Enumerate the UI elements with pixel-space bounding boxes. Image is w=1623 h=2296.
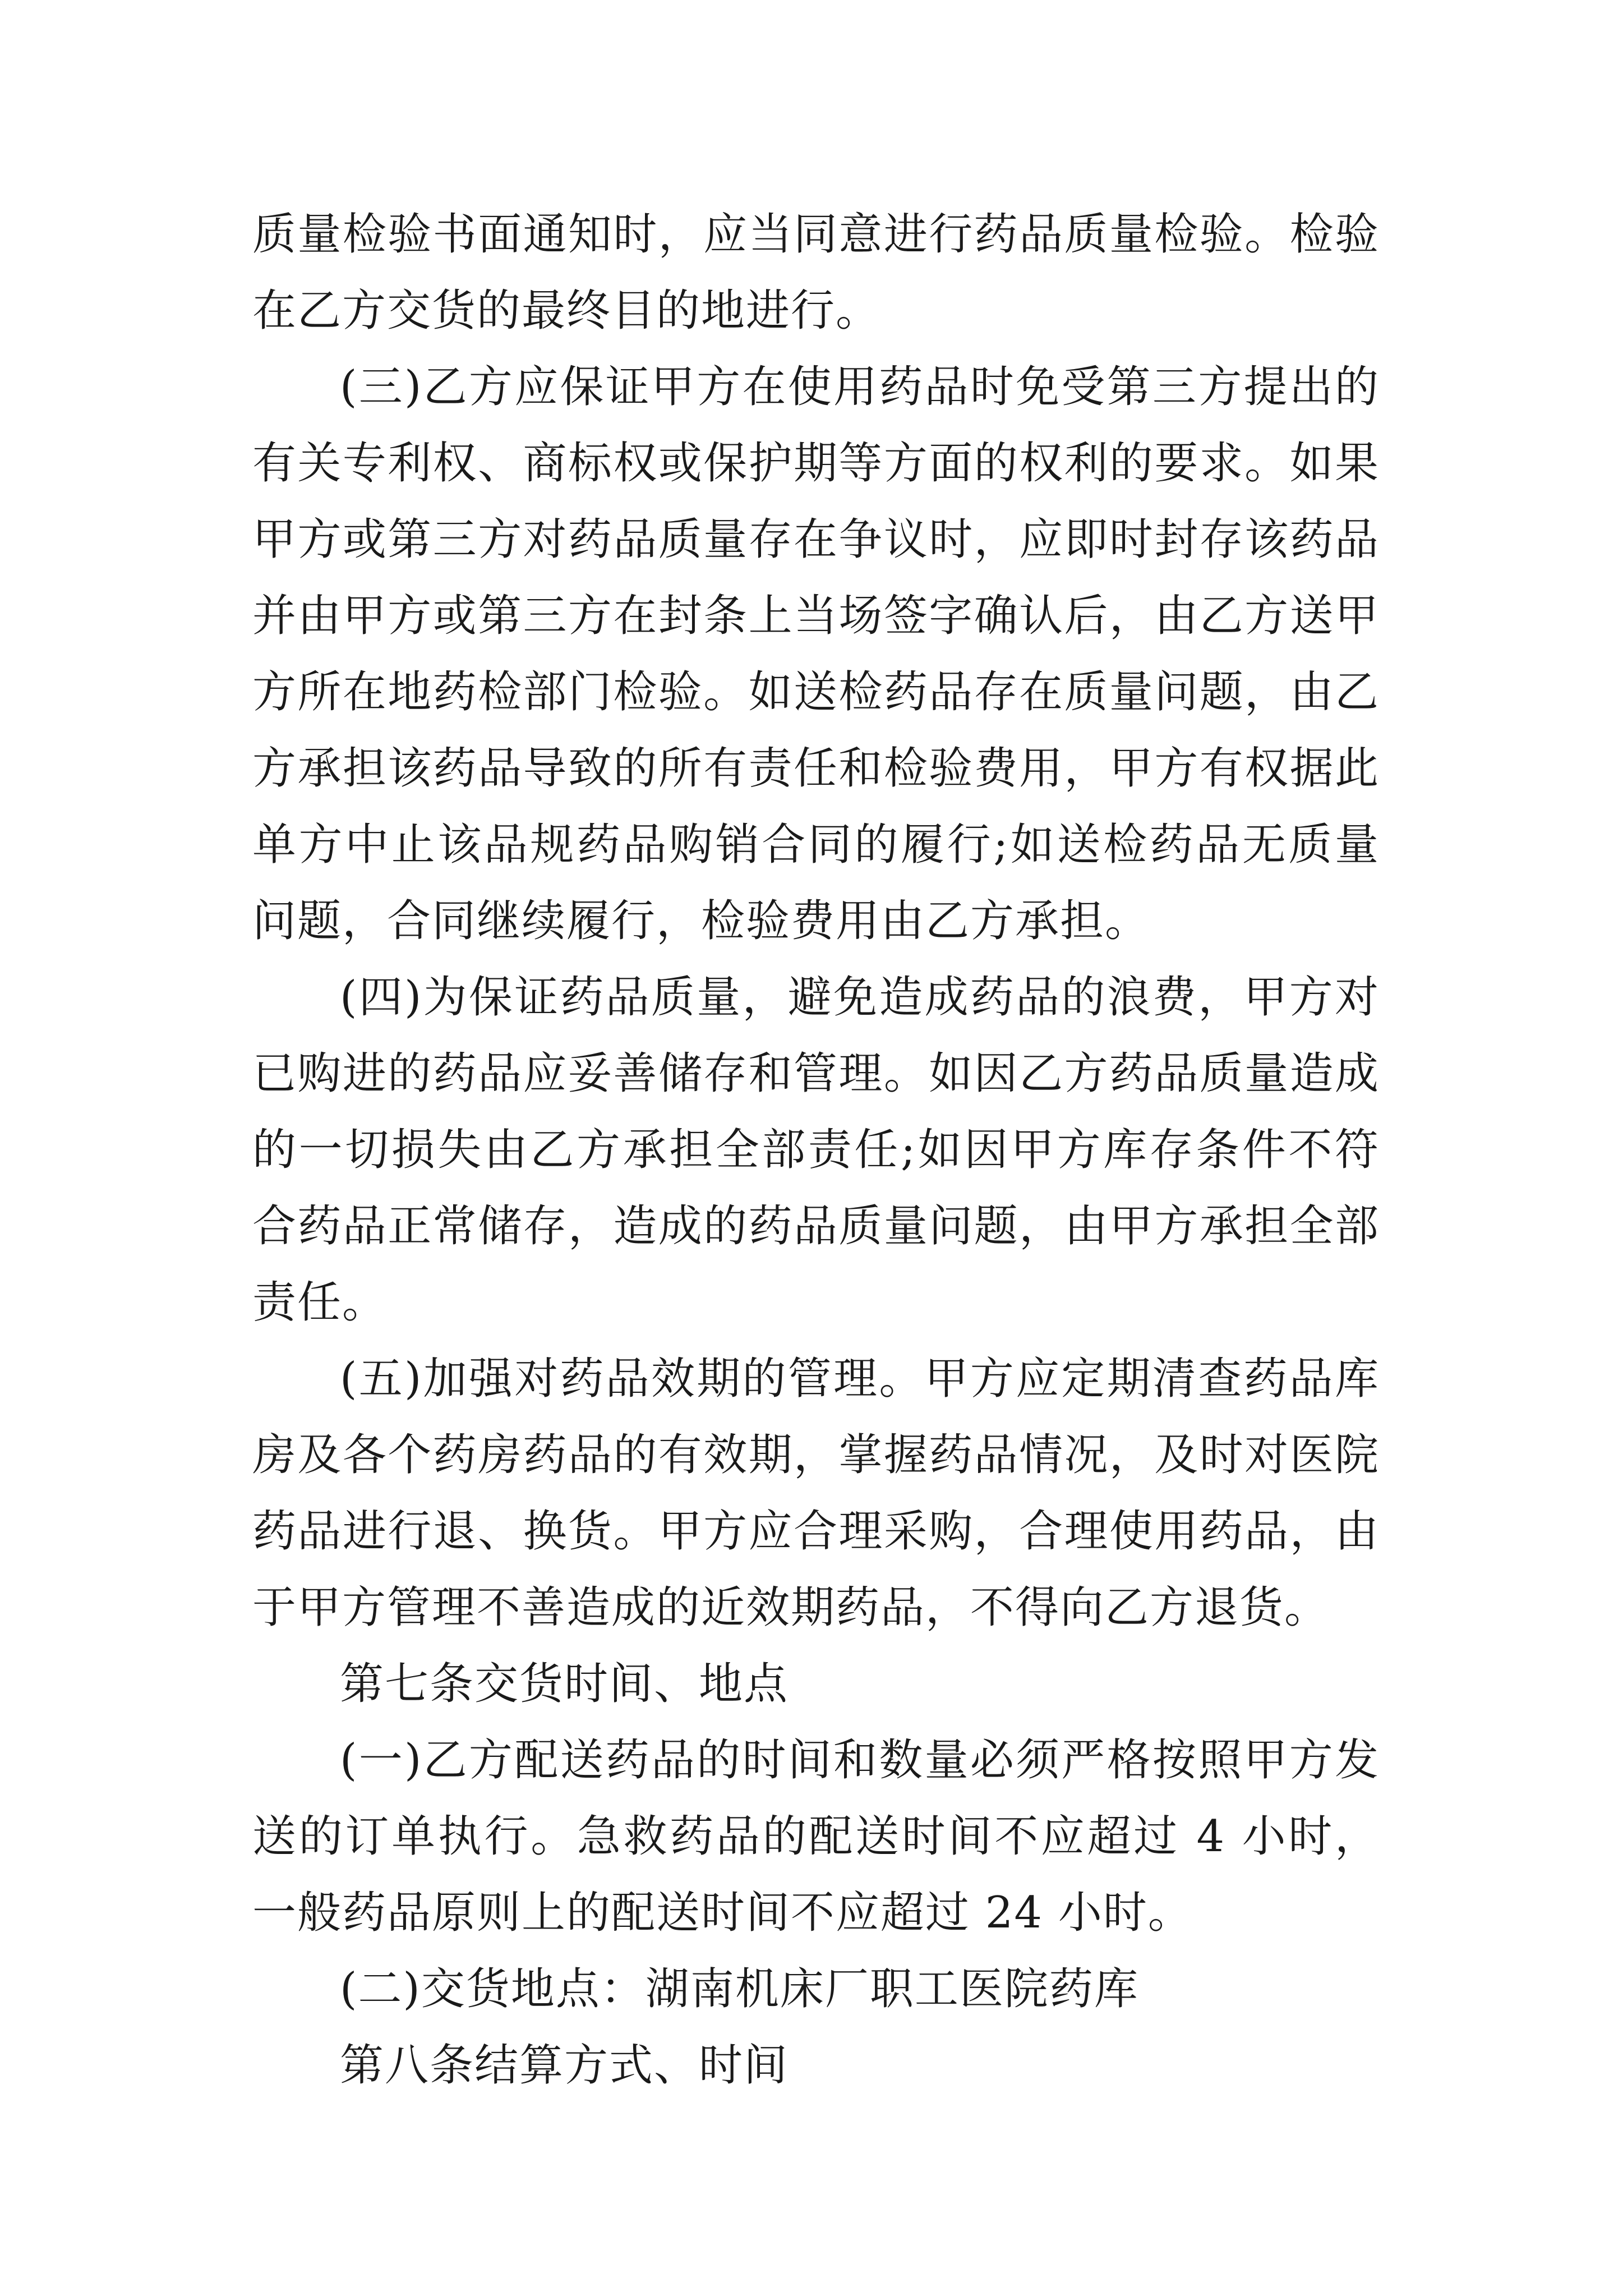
document-body — [252, 196, 1380, 2104]
paragraph-clause-7-2: (二)交货地点：湖南机床厂职工医院药库 — [340, 1964, 1139, 2014]
paragraph-clause-7-1: (一)乙方配送药品的时间和数量必须严格按照甲方发送的订单执行。急救药品的配送时间不应超过 4 小时，一般药品原则上的配送时间不应超过 24 小时。 — [252, 1735, 1380, 1938]
heading-article-8: 第八条结算方式、时间 — [340, 2040, 789, 2091]
paragraph-clause-6-5: (五)加强对药品效期的管理。甲方应定期清查药品库房及各个药房药品的有效期，掌握药品情况，及时对医院药品进行退、换货。甲方应合理采购，合理使用药品，由于甲方管理不善造成的近效期药品，不得向乙方退货。 — [252, 1354, 1380, 1633]
paragraph-clause-6-4: (四)为保证药品质量，避免造成药品的浪费，甲方对已购进的药品应妥善储存和管理。如因乙方药品质量造成的一切损失由乙方承担全部责任;如因甲方库存条件不符合药品正常储存，造成的药品质量问题，由甲方承担全部责任。 — [252, 972, 1380, 1328]
paragraph-continuation: 质量检验书面通知时，应当同意进行药品质量检验。检验在乙方交货的最终目的地进行。 — [252, 209, 1380, 336]
heading-article-7: 第七条交货时间、地点 — [340, 1659, 789, 1709]
paragraph-clause-6-3: (三)乙方应保证甲方在使用药品时免受第三方提出的有关专利权、商标权或保护期等方面的权利的要求。如果甲方或第三方对药品质量存在争议时，应即时封存该药品并由甲方或第三方在封条上当场签字确认后，由乙方送甲方所在地药检部门检验。如送检药品存在质量问题，由乙方承担该药品导致的所有责任和检验费用，甲方有权据此单方中止该品规药品购销合同的履行;如送检药品无质量问题，合同继续履行，检验费用由乙方承担。 — [252, 362, 1380, 946]
